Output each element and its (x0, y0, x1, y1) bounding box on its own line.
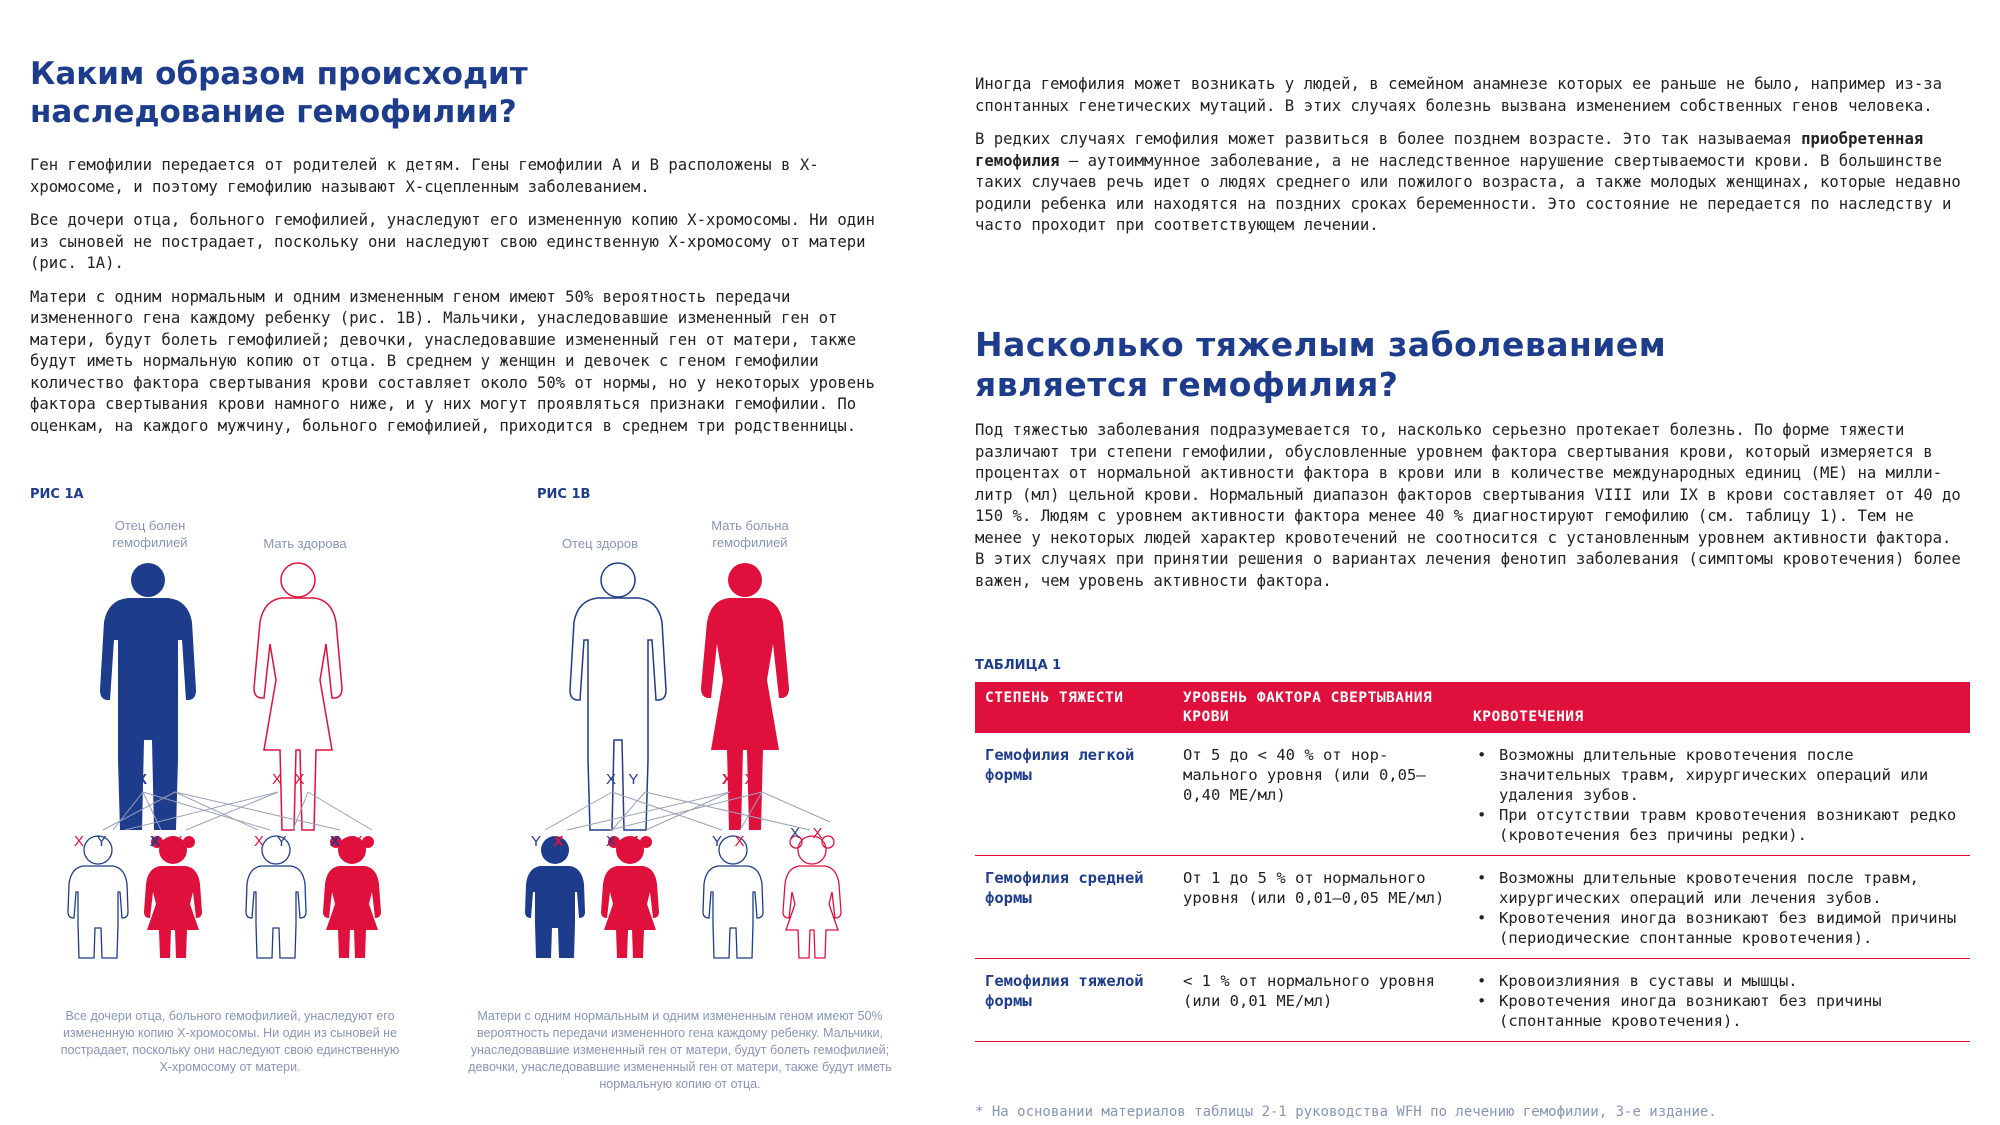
table-row (975, 959, 1970, 1042)
bleeding-cell (1463, 959, 1970, 1042)
factor-level-cell: < 1 % от нормального уровня (или 0,01 МЕ/мл) (1173, 959, 1463, 1042)
fig-1a-father-caption: Отец болен гемофилией (112, 518, 188, 550)
fig-1b-mother-caption: Мать больна гемофилией (711, 518, 789, 550)
right-body (975, 420, 1965, 604)
fig-1a-mother-figure (254, 563, 342, 830)
severity-cell: Гемофилия средней формы (975, 856, 1173, 959)
fig-1b-child-4-chromosomes: X X (790, 825, 823, 842)
right-paragraph-2: В редких случаях гемофилия может развиться в более позднем возрасте. Это так называемая приобретенная гемофилия — аутоиммунное заболевание, а не наследственное нарушение свертываемости крови. В большинстве таких случаев речь идет о людях среднего или пожилого возраста, а также молодых женщинах, которые недавно родили ребенка или находятся на поздних сроках беременности. Это состояние не передается по наследству и часто проходит при соответствующем лечении. (975, 130, 1961, 234)
severity-cell: Гемофилия тяжелой формы (975, 959, 1173, 1042)
fig-1b-caption: Матери с одним нормальным и одним измененным геном имеют 50% вероятность передачи измененного гена каждому ребенку. Мальчики, унаследовавшие измененный ген от матери, будут болеть гемофилией; девочки, унаследовавшие измененный ген от матери, также будут иметь нормальную копию от отца. (468, 1009, 892, 1091)
fig-1a-lines (103, 792, 372, 830)
table-header-severity: СТЕПЕНЬ ТЯЖЕСТИ (975, 682, 1173, 733)
left-paragraph-3: Матери с одним нормальным и одним измененным геном имеют 50% вероятность передачи измененного гена каждому ребенку (рис. 1B). Мальчики, унаследовавшие измененный ген от матери, будут болеть гемофилией; девочки, унаследовавшие измененный ген от матери, также будут иметь нормальную копию от отца. В среднем у женщин и девочек с геном гемофилии количество фактора свертывания крови составляет около 50% от нормы, но у некоторых уровень фактора свертывания крови намного ниже, и у них могут проявляться признаки гемофилии. По оценкам, на каждого мужчину, больного гемофилией, приходится в среднем три родственницы. (30, 287, 875, 435)
fig-1a-child-4-chromosomes: X X (330, 833, 363, 850)
fig-1b-child-2-chromosomes: X X (606, 833, 639, 850)
table-row (975, 733, 1970, 856)
fig-1b-father-caption: Отец здоров (561, 536, 639, 551)
right-heading (975, 325, 1666, 406)
left-paragraph-2: Все дочери отца, больного гемофилией, унаследуют его измененную копию Х-хромосомы. Ни один из сыновей не пострадает, поскольку они наследуют свою единственную Х-хромосому от матери (рис. 1A). (30, 211, 875, 272)
fig-1a-label: РИС 1A (30, 487, 84, 502)
bleeding-cell (1463, 733, 1970, 856)
fig-1a-child-2-figure (144, 836, 202, 958)
acquired-hemophilia-term: приобретенная гемофилия (975, 130, 1924, 170)
fig-1a-mother-caption: Мать здорова (263, 536, 347, 551)
fig-1a-mother-chromosomes: X X (272, 771, 305, 788)
fig-1b-father-chromosomes: X Y (606, 771, 639, 788)
fig-1b-father-figure (570, 563, 666, 830)
factor-level-cell: От 5 до < 40 % от нормального уровня (или 0,05–0,40 МЕ/мл) (1173, 733, 1463, 856)
right-heading-line-1: Насколько тяжелым заболеванием (975, 325, 1667, 364)
fig-1a-child-3-chromosomes: X Y (254, 833, 287, 850)
table-header-bleeding: КРОВОТЕЧЕНИЯ (1463, 682, 1970, 733)
fig-1b-child-1-figure (525, 836, 585, 958)
table-footnote: * На основании материалов таблицы 2-1 руководства WFH по лечению гемофилии, 3-е издание. (975, 1104, 1717, 1120)
fig-1b-child-3-chromosomes: Y X (712, 833, 745, 850)
factor-level-cell: От 1 до 5 % от нормального уровня (или 0,01–0,05 МЕ/мл) (1173, 856, 1463, 959)
fig-1a-child-1-chromosomes: X Y (74, 833, 107, 850)
fig-1a-child-4-figure (323, 836, 381, 958)
fig-1a-father-figure (100, 563, 196, 830)
bleeding-cell (1463, 856, 1970, 959)
left-heading-line-2: наследование гемофилии? (30, 93, 517, 130)
bleeding-bullet: • При отсутствии травм кровотечения возникают редко (кровотечения без причины редки). (1473, 805, 1960, 845)
fig-1b-child-3-figure (703, 836, 763, 958)
bleeding-bullet: • Возможны длительные кровотечения после травм, хирургических операций или лечения зубов. (1473, 868, 1960, 908)
table-row (975, 856, 1970, 959)
fig-1a-caption: Все дочери отца, больного гемофилией, унаследуют его измененную копию Х-хромосомы. Ни один из сыновей не пострадает, поскольку они наследуют свою единственную Х-хромосому от матери. (60, 1009, 400, 1074)
right-paragraph-1: Иногда гемофилия может возникать у людей, в семейном анамнезе которых ее раньше не было, например из-за спонтанных генетических мутаций. В этих случаях болезнь вызвана изменением собственных генов человека. (975, 75, 1942, 115)
bleeding-bullet: • Кровотечения иногда возникают без видимой причины (периодические спонтанные кровотечения). (1473, 908, 1960, 948)
severity-cell: Гемофилия легкой формы (975, 733, 1173, 856)
fig-1b-lines (545, 792, 830, 830)
fig-1a-child-1-figure (68, 836, 128, 958)
table-label: ТАБЛИЦА 1 (975, 658, 1062, 673)
bleeding-bullet: • Возможны длительные кровотечения после значительных травм, хирургических операций или удаления зубов. (1473, 745, 1960, 805)
fig-1b-mother-chromosomes: X X (722, 771, 755, 788)
right-intro (975, 74, 1965, 249)
fig-1b-child-1-chromosomes: Y X (531, 833, 564, 850)
right-heading-line-2: является гемофилия? (975, 365, 1399, 405)
fig-1b-label: РИС 1B (537, 487, 591, 502)
bleeding-bullet: • Кровотечения иногда возникают без причины (спонтанные кровотечения). (1473, 991, 1960, 1031)
fig-1b-child-2-figure (601, 836, 659, 958)
inheritance-figures (0, 0, 900, 1000)
fig-1a-father-chromosomes: X Y (137, 771, 170, 788)
fig-1b-mother-figure (701, 563, 789, 830)
left-heading-line-1: Каким образом происходит (30, 56, 528, 92)
table-header-row (975, 682, 1970, 733)
right-paragraph-3: Под тяжестью заболевания подразумевается то, насколько серьезно протекает болезнь. По форме тяжести различают три степени гемофилии, обусловленные уровнем фактора свертывания крови, который измеряется в процентах от нормальной активности фактора в крови или в количестве международных единиц (МЕ) на миллилитр (мл) цельной крови. Нормальный диапазон факторов свертывания VIII или IX в крови составляет от 40 до 150 %. Людям с уровнем активности фактора менее 40 % диагностируют гемофилию (см. таблицу 1). Тем не менее у некоторых людей характер кровотечений не соотносится с установленным уровнем активности фактора. В этих случаях при принятии решения о вариантах лечения фенотип заболевания (симптомы кровотечения) более важен, чем уровень активности фактора. (975, 421, 1961, 590)
fig-1a-child-3-figure (246, 836, 306, 958)
fig-1b-child-4-figure (783, 836, 841, 958)
left-paragraph-1: Ген гемофилии передается от родителей к детям. Гены гемофилии А и В расположены в Х-хромосоме, и поэтому гемофилию называют Х-сцепленным заболеванием. (30, 156, 819, 196)
fig-1a-child-2-chromosomes: X X (150, 833, 183, 850)
table-header-factor-level: УРОВЕНЬ ФАКТОРА СВЕРТЫВАНИЯ КРОВИ (1173, 682, 1463, 733)
severity-table (975, 682, 1970, 1042)
bleeding-bullet: • Кровоизлияния в суставы и мышцы. (1473, 971, 1960, 991)
